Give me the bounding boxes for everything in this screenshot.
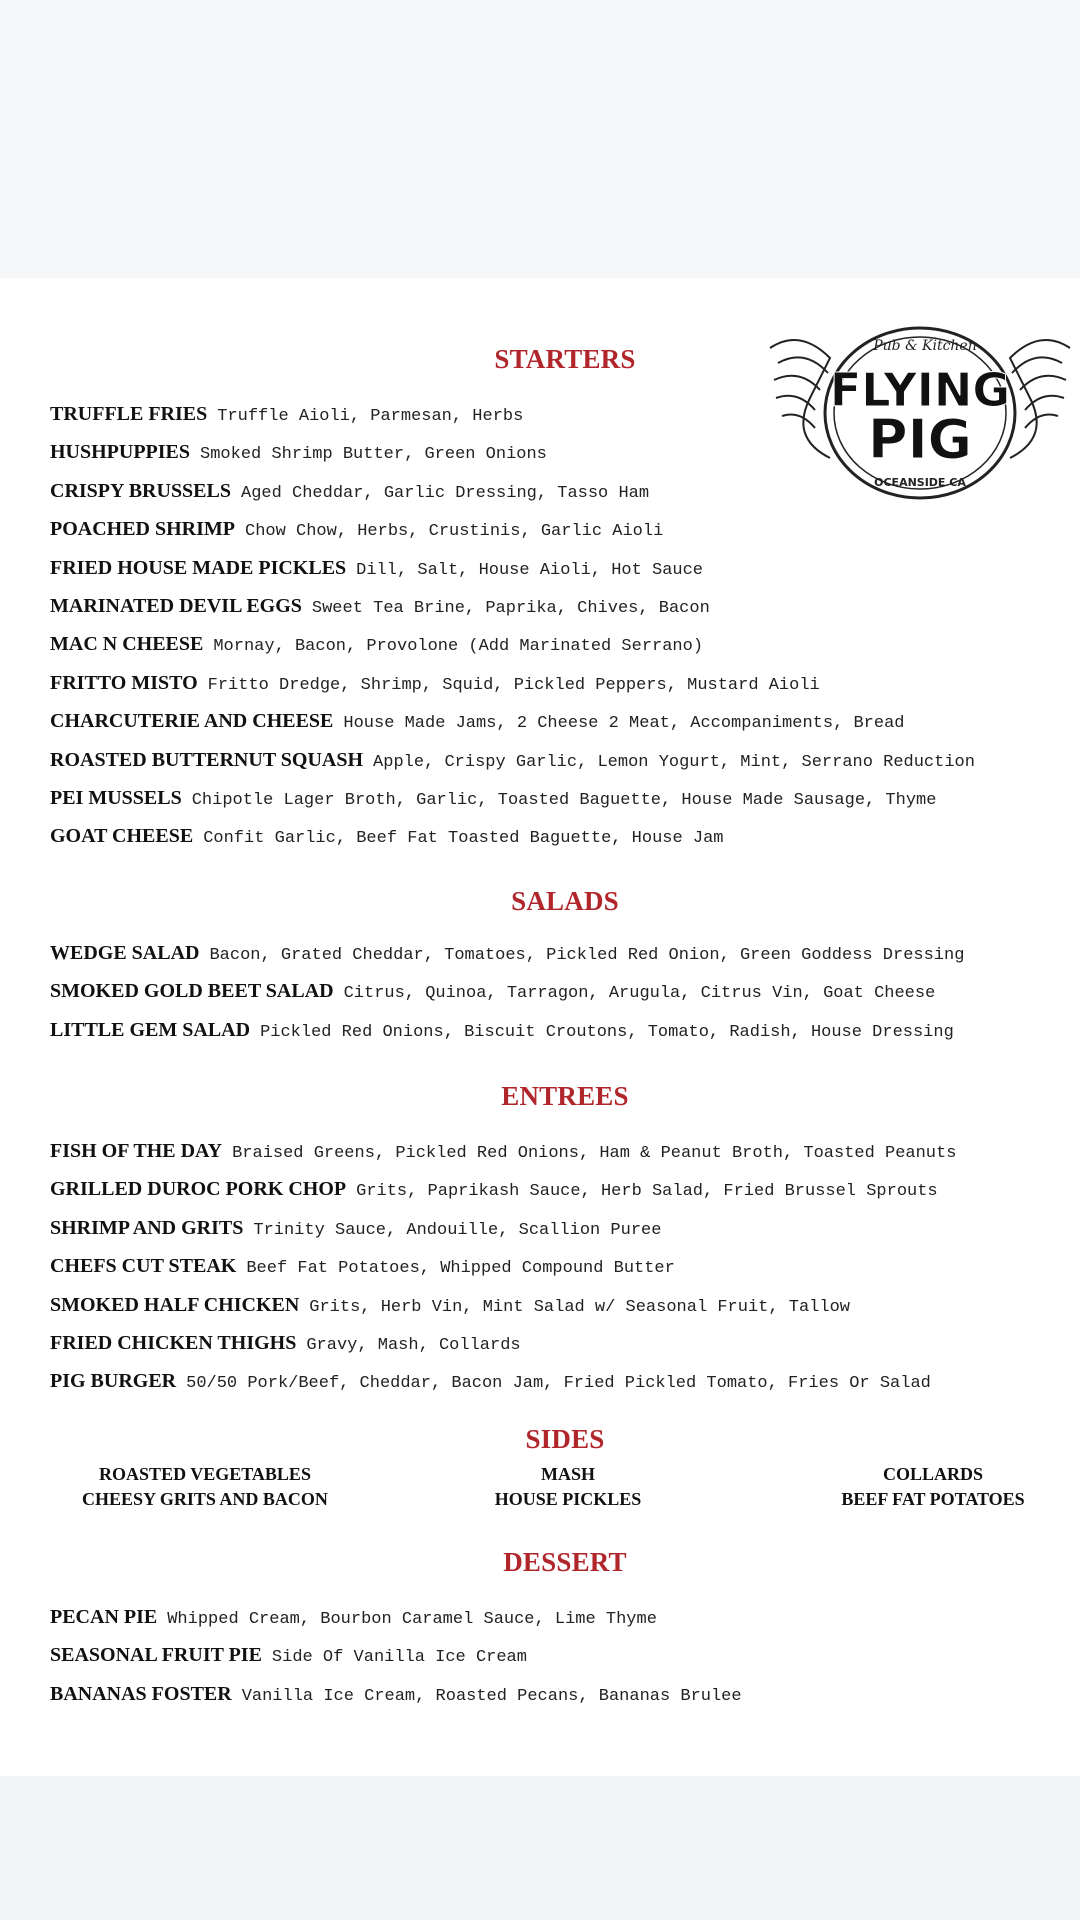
item-name: CRISPY BRUSSELS bbox=[50, 479, 231, 502]
item-name: SHRIMP AND GRITS bbox=[50, 1216, 244, 1239]
entrees-heading: ENTREES bbox=[501, 1081, 629, 1111]
item-name: WEDGE SALAD bbox=[50, 942, 200, 964]
list-item bbox=[50, 510, 1080, 548]
item-description: Chow Chow, Herbs, Crustinis, Garlic Aioli bbox=[245, 522, 664, 542]
dessert-heading: DESSERT bbox=[503, 1547, 627, 1577]
item-name: LITTLE GEM SALAD bbox=[50, 1018, 251, 1041]
sides-column bbox=[408, 1462, 728, 1512]
side-item: BEEF FAT POTATOES bbox=[841, 1489, 1025, 1509]
list-item bbox=[50, 1132, 1080, 1170]
starters-list bbox=[50, 395, 1080, 856]
salads-heading: SALADS bbox=[511, 886, 619, 916]
item-name: POACHED SHRIMP bbox=[50, 518, 235, 541]
list-item bbox=[50, 1247, 1080, 1285]
item-name: ROASTED BUTTERNUT SQUASH bbox=[50, 748, 364, 771]
item-description: Smoked Shrimp Butter, Green Onions bbox=[200, 445, 547, 465]
dessert-list bbox=[50, 1598, 1080, 1713]
side-item: MASH bbox=[541, 1464, 595, 1484]
item-name: CHARCUTERIE AND CHEESE bbox=[50, 710, 334, 733]
item-description: Aged Cheddar, Garlic Dressing, Tasso Ham bbox=[241, 483, 650, 503]
sides-column bbox=[45, 1462, 365, 1512]
starters-heading: STARTERS bbox=[494, 344, 636, 374]
item-description: Apple, Crispy Garlic, Lemon Yogurt, Mint, Serrano Reduction bbox=[373, 752, 975, 772]
list-item bbox=[50, 1675, 1080, 1713]
logo-bottom-text: OCEANSIDE CA bbox=[874, 476, 966, 489]
item-name: FRIED HOUSE MADE PICKLES bbox=[50, 556, 347, 579]
sides-heading: SIDES bbox=[525, 1424, 605, 1454]
item-name: PEI MUSSELS bbox=[50, 786, 182, 809]
list-item bbox=[50, 1170, 1080, 1208]
salads-list bbox=[50, 934, 1080, 1049]
item-description: Fritto Dredge, Shrimp, Squid, Pickled Peppers, Mustard Aioli bbox=[207, 675, 820, 695]
list-item bbox=[50, 1286, 1080, 1324]
item-description: Citrus, Quinoa, Tarragon, Arugula, Citrus Vin, Goat Cheese bbox=[343, 984, 936, 1004]
side-item: CHEESY GRITS AND BACON bbox=[82, 1489, 328, 1509]
list-item bbox=[50, 972, 1080, 1010]
item-name: FRIED CHICKEN THIGHS bbox=[50, 1331, 297, 1354]
item-description: Grits, Herb Vin, Mint Salad w/ Seasonal Fruit, Tallow bbox=[309, 1297, 850, 1317]
item-name: PECAN PIE bbox=[50, 1606, 158, 1628]
item-name: FRITTO MISTO bbox=[50, 671, 198, 694]
item-description: 50/50 Pork/Beef, Cheddar, Bacon Jam, Fried Pickled Tomato, Fries Or Salad bbox=[186, 1374, 931, 1394]
list-item bbox=[50, 1324, 1080, 1362]
list-item bbox=[50, 433, 1080, 471]
item-name: TRUFFLE FRIES bbox=[50, 403, 208, 425]
item-description: Gravy, Mash, Collards bbox=[306, 1335, 521, 1355]
list-item bbox=[50, 549, 1080, 587]
item-description: Vanilla Ice Cream, Roasted Pecans, Bananas Brulee bbox=[241, 1686, 742, 1706]
item-description: Pickled Red Onions, Biscuit Croutons, Tomato, Radish, House Dressing bbox=[260, 1022, 954, 1042]
item-description: Bacon, Grated Cheddar, Tomatoes, Pickled Red Onion, Green Goddess Dressing bbox=[209, 946, 965, 965]
list-item bbox=[50, 625, 1080, 663]
item-name: MARINATED DEVIL EGGS bbox=[50, 594, 302, 617]
item-description: Whipped Cream, Bourbon Caramel Sauce, Lime Thyme bbox=[167, 1610, 657, 1629]
bottom-blank-area bbox=[0, 1776, 1080, 1920]
list-item bbox=[50, 472, 1080, 510]
item-description: Confit Garlic, Beef Fat Toasted Baguette, House Jam bbox=[203, 829, 724, 849]
item-name: SMOKED GOLD BEET SALAD bbox=[50, 980, 334, 1003]
item-description: Truffle Aioli, Parmesan, Herbs bbox=[217, 407, 524, 426]
item-name: HUSHPUPPIES bbox=[50, 441, 191, 464]
list-item bbox=[50, 1636, 1080, 1674]
item-name: CHEFS CUT STEAK bbox=[50, 1255, 237, 1278]
list-item bbox=[50, 1598, 1080, 1636]
side-item: ROASTED VEGETABLES bbox=[99, 1464, 311, 1484]
item-name: PIG BURGER bbox=[50, 1370, 177, 1393]
sides-column bbox=[773, 1462, 1080, 1512]
list-item bbox=[50, 395, 1080, 433]
item-name: GRILLED DUROC PORK CHOP bbox=[50, 1178, 347, 1201]
item-name: SEASONAL FRUIT PIE bbox=[50, 1644, 262, 1667]
side-item: COLLARDS bbox=[882, 1464, 984, 1484]
sides-grid bbox=[0, 1462, 1080, 1512]
entrees-list bbox=[50, 1132, 1080, 1401]
item-description: Sweet Tea Brine, Paprika, Chives, Bacon bbox=[311, 598, 710, 618]
logo-line1: FLYING bbox=[829, 363, 1011, 417]
item-name: GOAT CHEESE bbox=[50, 825, 194, 848]
top-blank-area bbox=[0, 0, 1080, 278]
item-name: FISH OF THE DAY bbox=[50, 1140, 223, 1162]
logo-line2: PIG bbox=[868, 408, 972, 471]
list-item bbox=[50, 664, 1080, 702]
logo-top-text: Pub & Kitchen bbox=[873, 338, 977, 354]
list-item bbox=[50, 702, 1080, 740]
list-item bbox=[50, 1209, 1080, 1247]
item-description: Dill, Salt, House Aioli, Hot Sauce bbox=[356, 560, 704, 580]
list-item bbox=[50, 1011, 1080, 1049]
list-item bbox=[50, 779, 1080, 817]
list-item bbox=[50, 817, 1080, 855]
side-item: HOUSE PICKLES bbox=[494, 1489, 642, 1509]
list-item bbox=[50, 934, 1080, 972]
item-description: Beef Fat Potatoes, Whipped Compound Butter bbox=[246, 1259, 675, 1279]
list-item bbox=[50, 587, 1080, 625]
item-description: Mornay, Bacon, Provolone (Add Marinated Serrano) bbox=[213, 637, 704, 657]
item-name: SMOKED HALF CHICKEN bbox=[50, 1293, 300, 1316]
item-description: Side Of Vanilla Ice Cream bbox=[271, 1648, 527, 1668]
list-item bbox=[50, 1362, 1080, 1400]
item-description: House Made Jams, 2 Cheese 2 Meat, Accompaniments, Bread bbox=[343, 714, 905, 734]
item-description: Trinity Sauce, Andouille, Scallion Puree bbox=[253, 1220, 662, 1240]
item-description: Chipotle Lager Broth, Garlic, Toasted Baguette, House Made Sausage, Thyme bbox=[191, 790, 937, 810]
list-item bbox=[50, 741, 1080, 779]
item-name: MAC N CHEESE bbox=[50, 633, 204, 656]
item-description: Braised Greens, Pickled Red Onions, Ham & Peanut Broth, Toasted Peanuts bbox=[232, 1144, 957, 1163]
item-name: BANANAS FOSTER bbox=[50, 1682, 232, 1705]
item-description: Grits, Paprikash Sauce, Herb Salad, Fried Brussel Sprouts bbox=[356, 1182, 938, 1202]
